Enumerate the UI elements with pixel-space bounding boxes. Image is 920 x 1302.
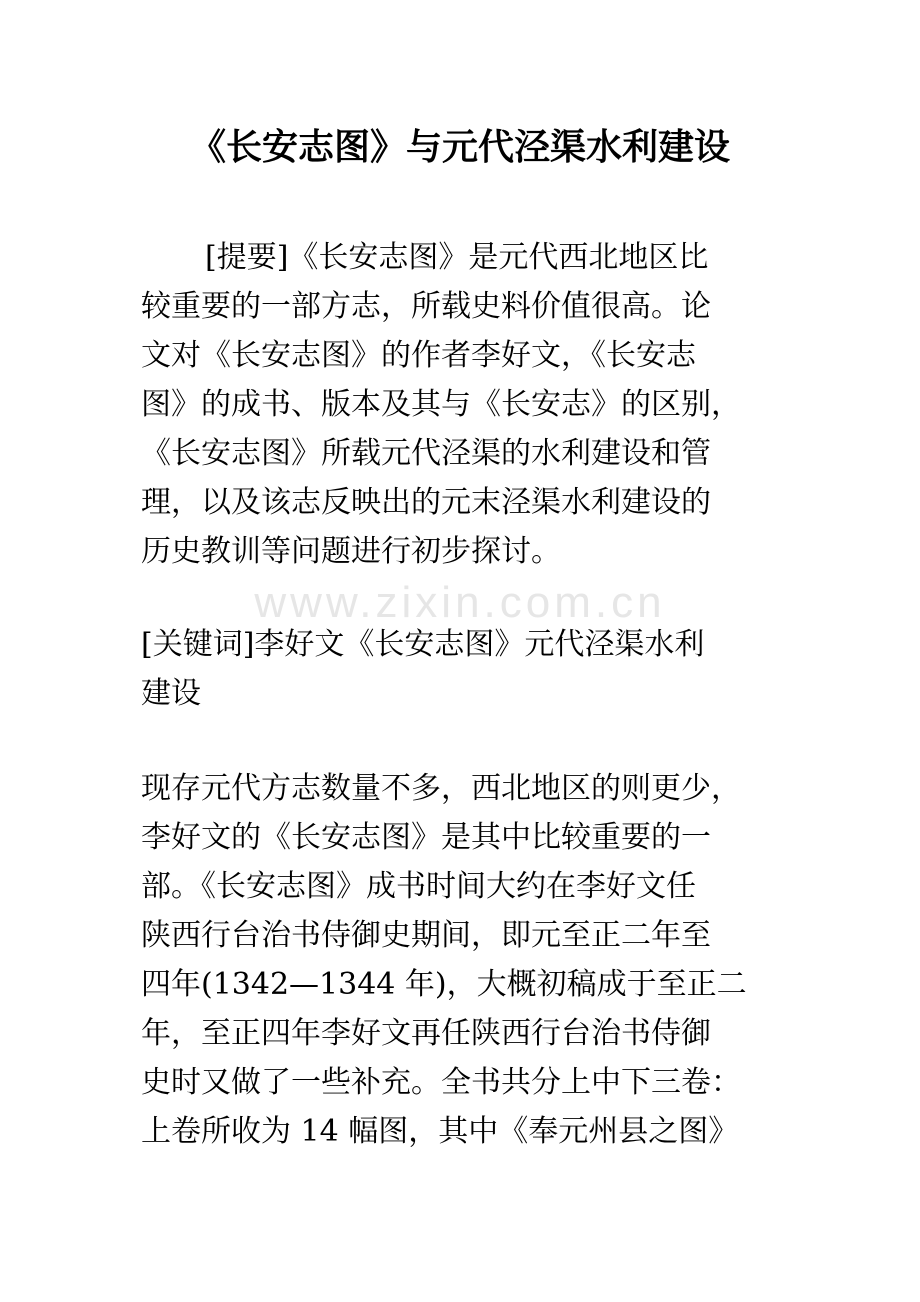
abstract-line: 较重要的一部方志，所载史料价值很高。论 bbox=[141, 289, 711, 324]
keywords-line: [关键词]李好文《长安志图》元代泾渠水利 bbox=[141, 627, 705, 662]
body-line: 年，至正四年李好文再任陕西行台治书侍御 bbox=[141, 1016, 711, 1051]
abstract-line: 历史教训等问题进行初步探讨。 bbox=[141, 534, 561, 569]
body-line: 四年(1342—1344 年)，大概初稿成于至正二 bbox=[141, 967, 747, 1002]
keywords-line: 建设 bbox=[141, 676, 201, 711]
body-line: 史时又做了一些补充。全书共分上中下三卷： bbox=[141, 1065, 741, 1100]
body-line: 上卷所收为 14 幅图，其中《奉元州县之图》 bbox=[141, 1114, 739, 1149]
body-line: 部。《长安志图》成书时间大约在李好文任 bbox=[141, 869, 696, 904]
watermark: www.zixin.com.cn bbox=[254, 578, 666, 627]
body-line: 现存元代方志数量不多，西北地区的则更少， bbox=[141, 771, 741, 806]
abstract-line: 理，以及该志反映出的元末泾渠水利建设的 bbox=[141, 485, 711, 520]
abstract-paragraph bbox=[141, 233, 801, 576]
document-title: 《长安志图》与元代泾渠水利建设 bbox=[189, 127, 730, 168]
keywords-paragraph bbox=[141, 620, 801, 718]
body-line: 李好文的《长安志图》是其中比较重要的一 bbox=[141, 820, 711, 855]
body-line: 陕西行台治书侍御史期间，即元至正二年至 bbox=[141, 918, 711, 953]
abstract-line: 图》的成书、版本及其与《长安志》的区别， bbox=[141, 387, 741, 422]
abstract-line: 文对《长安志图》的作者李好文，《长安志 bbox=[141, 338, 696, 373]
abstract-line: [提要]《长安志图》是元代西北地区比 bbox=[205, 240, 709, 275]
body-paragraph bbox=[141, 764, 801, 1156]
abstract-line: 《长安志图》所载元代泾渠的水利建设和管 bbox=[141, 436, 711, 471]
